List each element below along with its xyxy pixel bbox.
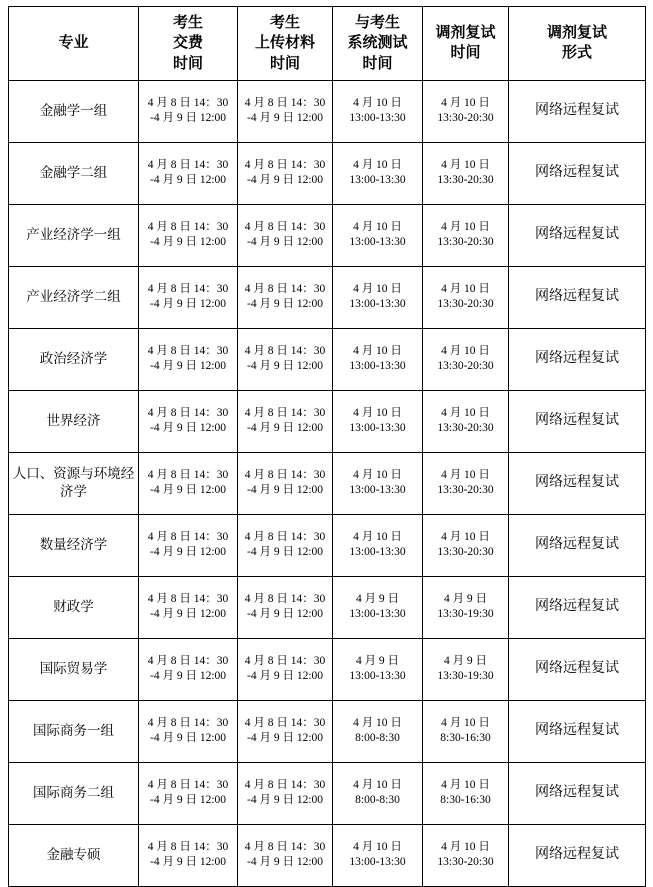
cell-upload-time (238, 452, 333, 514)
column-header-line: 时间 (172, 55, 203, 72)
cell-time-line: 4 月 9 日 (355, 592, 400, 605)
cell-time-line: 4 月 8 日 14：30 (147, 778, 229, 791)
cell-time-line: 4 月 8 日 14：30 (147, 530, 229, 543)
cell-time-line: 4 月 8 日 14：30 (244, 468, 326, 481)
cell-time-line: 13:00-13:30 (349, 670, 406, 683)
cell-time-line: 4 月 10 日 (353, 282, 402, 295)
cell-upload-time (238, 824, 333, 886)
cell-retest-form: 网络远程复试 (509, 390, 646, 452)
cell-time-line: 13:30-19:30 (437, 670, 494, 683)
cell-major: 人口、资源与环境经济学 (9, 452, 139, 514)
cell-time-line: 4 月 8 日 14：30 (244, 282, 326, 295)
cell-time-line: -4 月 9 日 12:00 (149, 608, 227, 621)
cell-time-line: 8:30-16:30 (440, 732, 491, 745)
cell-time-line: -4 月 9 日 12:00 (149, 670, 227, 683)
cell-retest-time (423, 576, 509, 638)
column-header-line: 时间 (450, 45, 481, 62)
cell-time-line: 13:00-13:30 (349, 360, 406, 373)
cell-time-line: 4 月 8 日 14：30 (244, 406, 326, 419)
cell-time-line: -4 月 9 日 12:00 (246, 670, 324, 683)
cell-retest-form: 网络远程复试 (509, 824, 646, 886)
cell-time-line: 4 月 10 日 (441, 530, 490, 543)
cell-system-test-time (333, 80, 423, 142)
cell-retest-form: 网络远程复试 (509, 638, 646, 700)
cell-time-line: 4 月 10 日 (441, 778, 490, 791)
cell-time-line: 4 月 8 日 14：30 (147, 592, 229, 605)
cell-time-line: 4 月 9 日 (443, 654, 488, 667)
cell-time-line: 8:00-8:30 (355, 794, 400, 807)
cell-time-line: 4 月 10 日 (353, 530, 402, 543)
column-header-line: 考生 (172, 15, 203, 31)
cell-retest-time (423, 142, 509, 204)
cell-time-line: 13:30-20:30 (437, 546, 494, 559)
cell-time-line: 4 月 10 日 (441, 96, 490, 109)
column-header-major (9, 7, 139, 81)
cell-time-line: 13:30-20:30 (437, 484, 494, 497)
column-header-system-test-time (333, 7, 423, 81)
cell-retest-time (423, 80, 509, 142)
cell-major: 国际贸易学 (9, 638, 139, 700)
cell-time-line: 4 月 10 日 (353, 778, 402, 791)
cell-payment-time (139, 762, 238, 824)
cell-major: 国际商务二组 (9, 762, 139, 824)
cell-time-line: 4 月 8 日 14：30 (147, 468, 229, 481)
table-row (9, 390, 646, 452)
cell-time-line: 4 月 8 日 14：30 (147, 220, 229, 233)
cell-retest-form: 网络远程复试 (509, 452, 646, 514)
cell-time-line: 4 月 10 日 (441, 468, 490, 481)
cell-payment-time (139, 700, 238, 762)
cell-major: 世界经济 (9, 390, 139, 452)
cell-time-line: 4 月 8 日 14：30 (147, 344, 229, 357)
cell-time-line: 4 月 10 日 (353, 158, 402, 171)
cell-time-line: 4 月 10 日 (441, 220, 490, 233)
cell-upload-time (238, 328, 333, 390)
cell-time-line: 4 月 8 日 14：30 (244, 220, 326, 233)
cell-time-line: 13:00-13:30 (349, 298, 406, 311)
cell-time-line: 4 月 10 日 (353, 220, 402, 233)
cell-time-line: -4 月 9 日 12:00 (246, 732, 324, 745)
cell-time-line: 4 月 10 日 (441, 406, 490, 419)
cell-retest-time (423, 204, 509, 266)
cell-payment-time (139, 328, 238, 390)
cell-payment-time (139, 514, 238, 576)
cell-payment-time (139, 80, 238, 142)
table-row (9, 824, 646, 886)
cell-time-line: 4 月 8 日 14：30 (244, 840, 326, 853)
cell-time-line: 4 月 10 日 (353, 406, 402, 419)
column-header-retest-form (509, 7, 646, 81)
table-row (9, 452, 646, 514)
cell-time-line: 13:30-20:30 (437, 360, 494, 373)
table-header (9, 7, 646, 81)
cell-time-line: 4 月 10 日 (441, 158, 490, 171)
cell-payment-time (139, 824, 238, 886)
cell-payment-time (139, 142, 238, 204)
column-header-line: 交费 (172, 35, 203, 52)
cell-time-line: -4 月 9 日 12:00 (149, 484, 227, 497)
cell-time-line: 4 月 10 日 (441, 840, 490, 853)
cell-time-line: -4 月 9 日 12:00 (246, 298, 324, 311)
cell-retest-form: 网络远程复试 (509, 700, 646, 762)
cell-time-line: 13:00-13:30 (349, 856, 406, 869)
cell-time-line: 13:30-20:30 (437, 422, 494, 435)
cell-retest-time (423, 390, 509, 452)
cell-retest-time (423, 700, 509, 762)
column-header-payment-time (139, 7, 238, 81)
cell-time-line: 4 月 8 日 14：30 (147, 406, 229, 419)
cell-system-test-time (333, 266, 423, 328)
cell-retest-form: 网络远程复试 (509, 514, 646, 576)
cell-major: 国际商务一组 (9, 700, 139, 762)
cell-time-line: 4 月 8 日 14：30 (244, 592, 326, 605)
cell-time-line: 4 月 10 日 (353, 840, 402, 853)
table-row (9, 762, 646, 824)
column-header-line: 上传材料 (254, 35, 315, 52)
cell-time-line: 4 月 8 日 14：30 (147, 654, 229, 667)
cell-time-line: 13:30-19:30 (437, 608, 494, 621)
cell-upload-time (238, 638, 333, 700)
table-row (9, 576, 646, 638)
column-header-line: 调剂复试 (435, 25, 496, 42)
cell-time-line: -4 月 9 日 12:00 (149, 174, 227, 187)
cell-time-line: 13:00-13:30 (349, 112, 406, 125)
cell-time-line: 4 月 10 日 (441, 344, 490, 357)
cell-retest-form: 网络远程复试 (509, 576, 646, 638)
cell-time-line: 4 月 10 日 (353, 716, 402, 729)
column-header-line: 时间 (269, 55, 300, 72)
cell-time-line: -4 月 9 日 12:00 (149, 732, 227, 745)
cell-time-line: -4 月 9 日 12:00 (246, 236, 324, 249)
cell-time-line: 13:30-20:30 (437, 112, 494, 125)
cell-system-test-time (333, 824, 423, 886)
cell-time-line: 4 月 8 日 14：30 (244, 158, 326, 171)
table-row (9, 638, 646, 700)
cell-retest-form: 网络远程复试 (509, 142, 646, 204)
cell-time-line: 13:30-20:30 (437, 298, 494, 311)
cell-time-line: 13:00-13:30 (349, 608, 406, 621)
column-header-line: 与考生 (354, 15, 400, 31)
cell-time-line: 4 月 9 日 (443, 592, 488, 605)
cell-major: 产业经济学二组 (9, 266, 139, 328)
column-header-retest-time (423, 7, 509, 81)
cell-time-line: 4 月 8 日 14：30 (244, 530, 326, 543)
column-header-line: 调剂复试 (546, 25, 607, 42)
cell-upload-time (238, 514, 333, 576)
table-row (9, 204, 646, 266)
cell-major: 数量经济学 (9, 514, 139, 576)
cell-major: 财政学 (9, 576, 139, 638)
cell-major: 政治经济学 (9, 328, 139, 390)
cell-retest-time (423, 514, 509, 576)
cell-system-test-time (333, 576, 423, 638)
cell-time-line: 13:00-13:30 (349, 422, 406, 435)
table-body (9, 80, 646, 886)
cell-upload-time (238, 762, 333, 824)
cell-retest-time (423, 452, 509, 514)
cell-time-line: 8:30-16:30 (440, 794, 491, 807)
table-header-row (9, 7, 646, 81)
cell-system-test-time (333, 328, 423, 390)
cell-payment-time (139, 576, 238, 638)
cell-retest-form: 网络远程复试 (509, 266, 646, 328)
cell-retest-form: 网络远程复试 (509, 328, 646, 390)
cell-retest-form: 网络远程复试 (509, 204, 646, 266)
cell-payment-time (139, 204, 238, 266)
cell-time-line: 13:00-13:30 (349, 236, 406, 249)
cell-time-line: 4 月 8 日 14：30 (147, 840, 229, 853)
cell-major: 金融学二组 (9, 142, 139, 204)
cell-retest-form: 网络远程复试 (509, 762, 646, 824)
table-row (9, 328, 646, 390)
cell-time-line: -4 月 9 日 12:00 (246, 856, 324, 869)
cell-time-line: -4 月 9 日 12:00 (246, 546, 324, 559)
cell-payment-time (139, 452, 238, 514)
cell-time-line: 4 月 10 日 (441, 282, 490, 295)
cell-time-line: 13:00-13:30 (349, 174, 406, 187)
cell-retest-time (423, 328, 509, 390)
cell-time-line: -4 月 9 日 12:00 (246, 608, 324, 621)
cell-retest-time (423, 824, 509, 886)
table-row (9, 700, 646, 762)
cell-time-line: 13:00-13:30 (349, 546, 406, 559)
cell-time-line: 4 月 10 日 (353, 344, 402, 357)
cell-upload-time (238, 576, 333, 638)
cell-time-line: 4 月 8 日 14：30 (244, 716, 326, 729)
table-row (9, 266, 646, 328)
cell-time-line: -4 月 9 日 12:00 (149, 546, 227, 559)
cell-system-test-time (333, 452, 423, 514)
cell-time-line: 4 月 9 日 (355, 654, 400, 667)
cell-system-test-time (333, 514, 423, 576)
column-header-line: 系统测试 (347, 35, 408, 52)
cell-system-test-time (333, 142, 423, 204)
table-row (9, 514, 646, 576)
cell-time-line: -4 月 9 日 12:00 (246, 360, 324, 373)
cell-time-line: 4 月 8 日 14：30 (244, 344, 326, 357)
cell-time-line: 4 月 8 日 14：30 (147, 96, 229, 109)
column-header-line: 形式 (561, 45, 592, 62)
cell-time-line: 4 月 8 日 14：30 (147, 158, 229, 171)
cell-time-line: 4 月 8 日 14：30 (147, 282, 229, 295)
cell-payment-time (139, 390, 238, 452)
cell-time-line: -4 月 9 日 12:00 (149, 236, 227, 249)
cell-time-line: -4 月 9 日 12:00 (246, 422, 324, 435)
column-header-upload-time (238, 7, 333, 81)
cell-upload-time (238, 266, 333, 328)
cell-system-test-time (333, 204, 423, 266)
cell-time-line: -4 月 9 日 12:00 (149, 112, 227, 125)
cell-major: 产业经济学一组 (9, 204, 139, 266)
cell-upload-time (238, 142, 333, 204)
cell-time-line: -4 月 9 日 12:00 (149, 422, 227, 435)
cell-time-line: 4 月 10 日 (353, 468, 402, 481)
cell-time-line: 4 月 10 日 (441, 716, 490, 729)
cell-time-line: -4 月 9 日 12:00 (149, 298, 227, 311)
cell-system-test-time (333, 390, 423, 452)
cell-time-line: 4 月 8 日 14：30 (244, 778, 326, 791)
cell-time-line: -4 月 9 日 12:00 (246, 794, 324, 807)
cell-time-line: 4 月 8 日 14：30 (244, 654, 326, 667)
cell-payment-time (139, 266, 238, 328)
cell-retest-time (423, 638, 509, 700)
column-header-line: 考生 (269, 15, 300, 31)
cell-system-test-time (333, 762, 423, 824)
cell-time-line: 13:30-20:30 (437, 236, 494, 249)
column-header-line: 专业 (58, 35, 89, 52)
cell-system-test-time (333, 638, 423, 700)
cell-retest-time (423, 762, 509, 824)
cell-major: 金融学一组 (9, 80, 139, 142)
cell-time-line: -4 月 9 日 12:00 (149, 360, 227, 373)
cell-retest-form: 网络远程复试 (509, 80, 646, 142)
cell-payment-time (139, 638, 238, 700)
cell-time-line: -4 月 9 日 12:00 (246, 112, 324, 125)
cell-upload-time (238, 80, 333, 142)
retest-schedule-table (8, 6, 646, 887)
cell-system-test-time (333, 700, 423, 762)
cell-upload-time (238, 700, 333, 762)
table-row (9, 80, 646, 142)
cell-upload-time (238, 390, 333, 452)
cell-time-line: 13:30-20:30 (437, 174, 494, 187)
cell-time-line: 8:00-8:30 (355, 732, 400, 745)
cell-time-line: 13:30-20:30 (437, 856, 494, 869)
cell-time-line: -4 月 9 日 12:00 (246, 174, 324, 187)
cell-time-line: -4 月 9 日 12:00 (149, 856, 227, 869)
column-header-line: 时间 (362, 55, 393, 72)
table-row (9, 142, 646, 204)
cell-time-line: 4 月 8 日 14：30 (147, 716, 229, 729)
cell-time-line: 4 月 10 日 (353, 96, 402, 109)
cell-time-line: -4 月 9 日 12:00 (246, 484, 324, 497)
cell-upload-time (238, 204, 333, 266)
cell-retest-time (423, 266, 509, 328)
cell-time-line: 4 月 8 日 14：30 (244, 96, 326, 109)
cell-time-line: 13:00-13:30 (349, 484, 406, 497)
cell-major: 金融专硕 (9, 824, 139, 886)
cell-time-line: -4 月 9 日 12:00 (149, 794, 227, 807)
